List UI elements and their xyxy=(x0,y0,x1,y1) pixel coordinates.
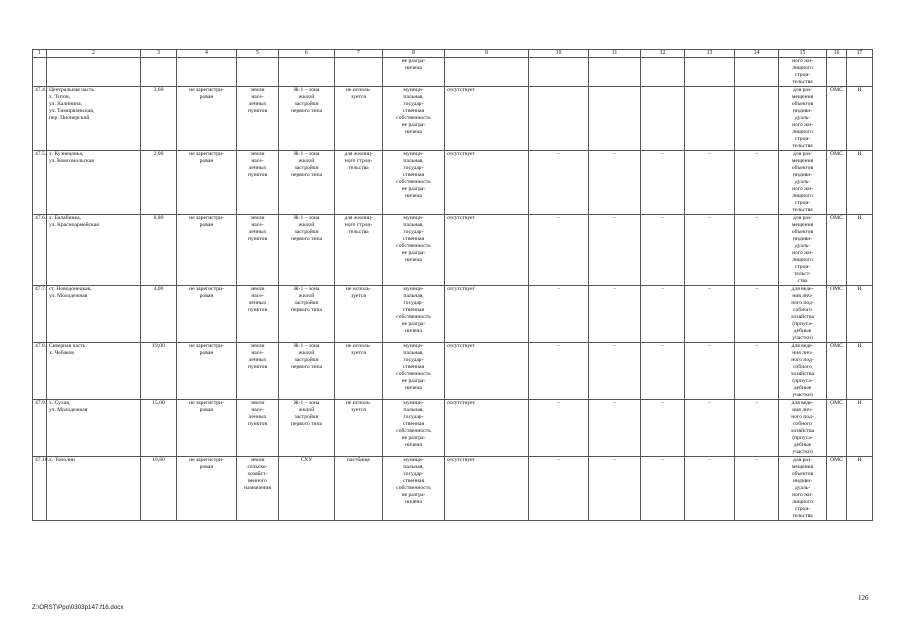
col-14-cell: – xyxy=(735,286,779,343)
area-cell: 19,00 xyxy=(141,343,177,400)
location-cell: х. Тополин xyxy=(47,457,141,521)
continuation-cell-6 xyxy=(279,58,335,87)
land-category-cell: земли насе- ленных пунктов xyxy=(237,151,279,215)
column-number-15: 15 xyxy=(779,50,827,58)
current-use-cell: для жилищ- ного строи- тельства xyxy=(335,151,383,215)
row-number-cell: 47.4. xyxy=(33,87,47,151)
continuation-cell-4 xyxy=(177,58,237,87)
col-17-cell: И xyxy=(847,151,873,215)
permitted-use-cell: для раз- мещения объектов индиви- дуаль- ного жи- лищного строи- тельства xyxy=(779,87,827,151)
column-number-10: 10 xyxy=(529,50,589,58)
col-11-cell: – xyxy=(589,151,641,215)
continuation-cell-11 xyxy=(589,58,641,87)
table-row xyxy=(33,400,873,457)
col-12-cell: – xyxy=(641,151,685,215)
col-11-cell: – xyxy=(589,286,641,343)
row-number-cell: 47.5. xyxy=(33,151,47,215)
registration-status-cell: не зарегистри- рован xyxy=(177,457,237,521)
permitted-use-cell: для раз- мещения объектов индиви- дуаль- ного жи- лищного строи- тельства xyxy=(779,457,827,521)
permitted-use-cell: для веде- ния лич- ного под- собного хозяйства (приуса- дебные участки) xyxy=(779,400,827,457)
land-category-cell: земли насе- ленных пунктов xyxy=(237,343,279,400)
col-17-cell: И xyxy=(847,87,873,151)
col-13-cell: – xyxy=(685,286,735,343)
current-use-cell: не исполь- зуется xyxy=(335,343,383,400)
zoning-cell: Ж-1 – зона жилой застройки первого типа xyxy=(279,87,335,151)
ownership-cell: муници- пальная, государ- ственная собственность не разгра- ничена xyxy=(383,286,445,343)
area-cell: 3,60 xyxy=(141,87,177,151)
table-row xyxy=(33,151,873,215)
col-11-cell: – xyxy=(589,215,641,286)
column-number-11: 11 xyxy=(589,50,641,58)
col-14-cell: – xyxy=(735,215,779,286)
zoning-cell: Ж-1 – зона жилой застройки первого типа xyxy=(279,400,335,457)
authority-cell: ОМС xyxy=(827,400,847,457)
column-number-12: 12 xyxy=(641,50,685,58)
table-row xyxy=(33,286,873,343)
col-10-cell: – xyxy=(529,215,589,286)
permitted-use-cell: для раз- мещения объектов индиви- дуаль- ного жи- лищного строи- тельст- ства xyxy=(779,215,827,286)
col-13-cell: – xyxy=(685,457,735,521)
footer-file-path: Z:\ORST\Ppo\0303p147.f16.docx xyxy=(32,604,124,611)
land-category-cell: земли насе- ленных пунктов xyxy=(237,400,279,457)
registration-status-cell: не зарегистри- рован xyxy=(177,151,237,215)
row-number-cell: 47.6. xyxy=(33,215,47,286)
continuation-cell-9 xyxy=(445,58,529,87)
header-row xyxy=(33,50,873,58)
continuation-cell-17 xyxy=(847,58,873,87)
continuation-cell-5 xyxy=(237,58,279,87)
area-cell: 10,80 xyxy=(141,457,177,521)
continuation-cell-2 xyxy=(47,58,141,87)
location-cell: х. Балабинка, ул. Красноармейская xyxy=(47,215,141,286)
current-use-cell: не исполь- зуется xyxy=(335,400,383,457)
land-plots-table xyxy=(32,49,873,521)
encumbrance-cell: отсутствует xyxy=(445,343,529,400)
column-number-1: 1 xyxy=(33,50,47,58)
continuation-cell-10 xyxy=(529,58,589,87)
col-10-cell: – xyxy=(529,343,589,400)
authority-cell: ОМС xyxy=(827,343,847,400)
ownership-cell: муници- пальная, государ- ственная собственность не разгра- ничена xyxy=(383,343,445,400)
location-cell: х. Кузнецовка, ул. Комсомольская xyxy=(47,151,141,215)
area-cell: 2,00 xyxy=(141,151,177,215)
column-number-2: 2 xyxy=(47,50,141,58)
location-cell: х. Сухая, ул. Молодежная xyxy=(47,400,141,457)
col-10-cell xyxy=(529,87,589,151)
land-category-cell: земли насе- ленных пунктов xyxy=(237,286,279,343)
continuation-cell-12 xyxy=(641,58,685,87)
row-number-cell: 47.9. xyxy=(33,400,47,457)
area-cell: 0,80 xyxy=(141,215,177,286)
registration-status-cell: не зарегистри- рован xyxy=(177,215,237,286)
col-12-cell: – xyxy=(641,457,685,521)
col-12-cell: – xyxy=(641,343,685,400)
area-cell: 4,00 xyxy=(141,286,177,343)
col-17-cell: И xyxy=(847,457,873,521)
col-10-cell: – xyxy=(529,286,589,343)
zoning-cell: Ж-1 – зона жилой застройки первого типа xyxy=(279,151,335,215)
col-14-cell: – xyxy=(735,151,779,215)
authority-cell: ОМС xyxy=(827,87,847,151)
land-category-cell: земли насе- ленных пунктов xyxy=(237,87,279,151)
row-number-cell: 47.10. xyxy=(33,457,47,521)
land-category-cell: земли насе- ленных пунктов xyxy=(237,215,279,286)
encumbrance-cell: отсутствует xyxy=(445,457,529,521)
continuation-row xyxy=(33,58,873,87)
column-number-5: 5 xyxy=(237,50,279,58)
col-10-cell: – xyxy=(529,457,589,521)
table-body xyxy=(33,50,873,521)
encumbrance-cell: отсутствует xyxy=(445,400,529,457)
col-12-cell: – xyxy=(641,400,685,457)
location-cell: Центральная часть х. Титов, ул. Калинина, ул. Тимирязевская, пер. Пионерский xyxy=(47,87,141,151)
ownership-cell: муници- пальная, государ- ственная собственность не разгра- ничена xyxy=(383,151,445,215)
col-14-cell xyxy=(735,87,779,151)
registration-status-cell: не зарегистри- рован xyxy=(177,87,237,151)
column-number-3: 3 xyxy=(141,50,177,58)
ownership-cell: муници- пальная, государ- ственная собственность не разгра- ничена xyxy=(383,215,445,286)
authority-cell: ОМС xyxy=(827,215,847,286)
zoning-cell: Ж-1 – зона жилой застройки первого типа xyxy=(279,286,335,343)
current-use-cell: для жилищ- ного строи- тельства xyxy=(335,215,383,286)
continuation-cell-7 xyxy=(335,58,383,87)
col-12-cell: – xyxy=(641,286,685,343)
land-category-cell: земли сельско- хозяйст- венного назначения xyxy=(237,457,279,521)
col-13-cell: – xyxy=(685,215,735,286)
col-10-cell: – xyxy=(529,400,589,457)
col-14-cell: – xyxy=(735,343,779,400)
encumbrance-cell: отсутствует xyxy=(445,215,529,286)
continuation-cell-15: ного жи- лищного строи- тельства xyxy=(779,58,827,87)
location-cell: Северная часть х. Чебаков xyxy=(47,343,141,400)
col-11-cell: – xyxy=(589,457,641,521)
page-number: 126 xyxy=(858,594,869,602)
registration-status-cell: не зарегистри- рован xyxy=(177,286,237,343)
ownership-cell: муници- пальная, государ- ственная собственность не разгра- ничена xyxy=(383,87,445,151)
table-row xyxy=(33,343,873,400)
column-number-4: 4 xyxy=(177,50,237,58)
permitted-use-cell: для веде- ния лич- ного под- собного хозяйства (приуса- дебные участки) xyxy=(779,286,827,343)
continuation-cell-8: не разгра- ничена xyxy=(383,58,445,87)
col-14-cell: – xyxy=(735,457,779,521)
zoning-cell: СХУ xyxy=(279,457,335,521)
column-number-6: 6 xyxy=(279,50,335,58)
row-number-cell: 47.8. xyxy=(33,343,47,400)
column-number-17: 17 xyxy=(847,50,873,58)
encumbrance-cell: отсутствует xyxy=(445,87,529,151)
authority-cell: ОМС xyxy=(827,286,847,343)
table-row xyxy=(33,457,873,521)
current-use-cell: не исполь- зуется xyxy=(335,87,383,151)
zoning-cell: Ж-1 – зона жилой застройки первого типа xyxy=(279,343,335,400)
ownership-cell: муници- пальная, государ- ственная собственность не разгра- ничена xyxy=(383,400,445,457)
col-11-cell: – xyxy=(589,400,641,457)
location-cell: ст. Новодонецкая, ул. Молодежная xyxy=(47,286,141,343)
col-14-cell: – xyxy=(735,400,779,457)
column-number-16: 16 xyxy=(827,50,847,58)
column-number-13: 13 xyxy=(685,50,735,58)
continuation-cell-1 xyxy=(33,58,47,87)
col-10-cell: – xyxy=(529,151,589,215)
encumbrance-cell: отсутствует xyxy=(445,151,529,215)
continuation-cell-14 xyxy=(735,58,779,87)
authority-cell: ОМС xyxy=(827,151,847,215)
column-number-9: 9 xyxy=(445,50,529,58)
continuation-cell-16 xyxy=(827,58,847,87)
current-use-cell: пастбище xyxy=(335,457,383,521)
col-13-cell: – xyxy=(685,400,735,457)
col-13-cell: – xyxy=(685,343,735,400)
column-number-14: 14 xyxy=(735,50,779,58)
col-11-cell: – xyxy=(589,343,641,400)
col-17-cell: И xyxy=(847,343,873,400)
permitted-use-cell: для веде- ния лич- ного под- собного хозяйства (приуса- дебные участки) xyxy=(779,343,827,400)
continuation-cell-13 xyxy=(685,58,735,87)
column-number-7: 7 xyxy=(335,50,383,58)
col-17-cell: И xyxy=(847,215,873,286)
col-13-cell xyxy=(685,87,735,151)
col-13-cell: – xyxy=(685,151,735,215)
row-number-cell: 47.7. xyxy=(33,286,47,343)
current-use-cell: не исполь- зуется xyxy=(335,286,383,343)
col-17-cell: И xyxy=(847,400,873,457)
registration-status-cell: не зарегистри- рован xyxy=(177,343,237,400)
col-11-cell xyxy=(589,87,641,151)
col-17-cell: И xyxy=(847,286,873,343)
continuation-cell-3 xyxy=(141,58,177,87)
area-cell: 15,00 xyxy=(141,400,177,457)
table-row xyxy=(33,215,873,286)
table-row xyxy=(33,87,873,151)
registration-status-cell: не зарегистри- рован xyxy=(177,400,237,457)
ownership-cell: муници- пальная, государ- ственная собственность не разгра- ничена xyxy=(383,457,445,521)
column-number-8: 8 xyxy=(383,50,445,58)
encumbrance-cell: отсутствует xyxy=(445,286,529,343)
authority-cell: ОМС xyxy=(827,457,847,521)
zoning-cell: Ж-1 – зона жилой застройки первого типа xyxy=(279,215,335,286)
permitted-use-cell: для раз- мещения объектов индиви- дуаль- ного жи- лищного строи- тельства xyxy=(779,151,827,215)
col-12-cell: – xyxy=(641,215,685,286)
col-12-cell xyxy=(641,87,685,151)
